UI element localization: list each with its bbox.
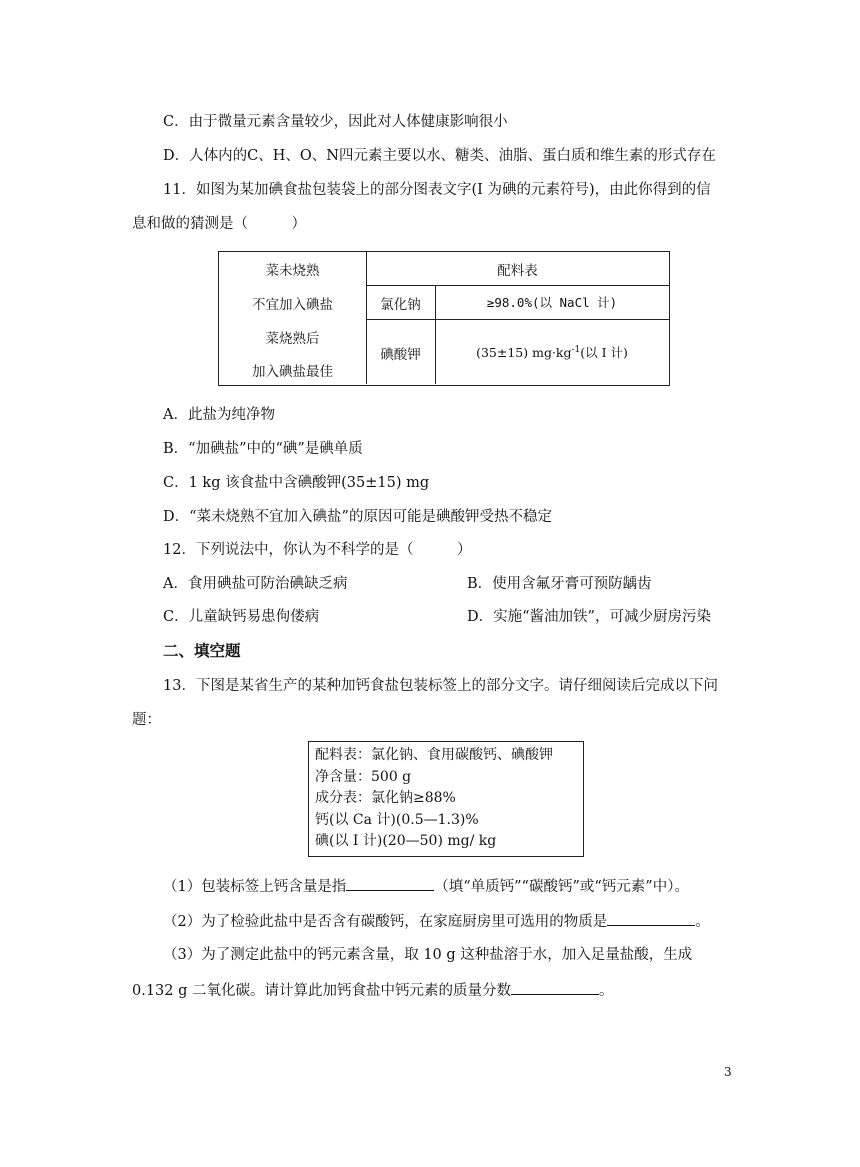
q11-option-a: A．此盐为纯净物 (163, 407, 275, 423)
row2-value-tail: (以 I 计) (580, 345, 628, 360)
q13-part3-after: 。 (599, 983, 614, 999)
table-row1-name: 氯化钠 (380, 297, 421, 313)
label-line-1: 配料表：氯化钠、食用碳酸钙、碘酸钾 (315, 747, 553, 763)
q10-option-d: D．人体内的C、H、O、N四元素主要以水、糖类、油脂、蛋白质和维生素的形式存在 (163, 148, 716, 164)
q11-ingredient-table (218, 251, 670, 386)
q13-part2-after: 。 (695, 914, 710, 930)
label-line-2: 净含量：500 g (315, 768, 412, 785)
q13-salt-label-box (308, 741, 584, 857)
table-left-line-4: 加入碘盐最佳 (252, 364, 333, 380)
row2-value-sup: -1 (571, 344, 581, 355)
q11-option-c: C．1 kg 该食盐中含碘酸钾(35±15) mg (163, 475, 430, 491)
table-left-line-2: 不宜加入碘盐 (252, 297, 333, 313)
q13-part3-line1: （3）为了测定此盐中的钙元素含量，取 10 g 这种盐溶于水，加入足量盐酸，生成 (163, 947, 693, 963)
q10-option-c: C．由于微量元素含量较少，因此对人体健康影响很小 (163, 114, 508, 130)
q13-part1-blank[interactable] (346, 876, 434, 891)
q12-stem: 12．下列说法中，你认为不科学的是（ ） (163, 542, 472, 558)
q13-stem-line1: 13．下图是某省生产的某种加钙食盐包装标签上的部分文字。请仔细阅读后完成以下问 (163, 678, 718, 694)
q11-option-d: D．“菜未烧熟不宜加入碘盐”的原因可能是碘酸钾受热不稳定 (163, 509, 552, 525)
page-number: 3 (724, 1065, 732, 1079)
q11-stem-line2: 息和做的猜测是（ ） (132, 216, 306, 232)
table-row2-name: 碘酸钾 (380, 347, 421, 363)
q13-part3-blank[interactable] (511, 980, 599, 995)
q13-part3-line2 (132, 980, 614, 1001)
label-line-3: 成分表：氯化钠≥88% (315, 790, 456, 806)
q13-part2-before: （2）为了检验此盐中是否含有碳酸钙，在家庭厨房里可选用的物质是 (163, 914, 608, 930)
q11-stem-line1: 11．如图为某加碘食盐包装袋上的部分图表文字(I 为碘的元素符号)，由此你得到的信 (163, 182, 711, 198)
q13-stem-line2: 题： (132, 712, 161, 728)
row2-value-main: (35±15) mg·kg (476, 345, 572, 360)
q13-part1-after: （填“单质钙”“碳酸钙”或“钙元素”中）。 (434, 879, 689, 895)
section-title: 二、填空题 (163, 642, 241, 660)
q12-option-b: B．使用含氟牙膏可预防龋齿 (467, 576, 652, 592)
q12-option-c: C．儿童缺钙易患佝偻病 (163, 609, 320, 625)
q13-part2-blank[interactable] (607, 911, 695, 926)
q13-part3-before: 0.132 g 二氧化碳。请计算此加钙食盐中钙元素的质量分数 (132, 983, 512, 999)
q13-part2 (163, 911, 710, 932)
table-row1-value: ≥98.0%(以 NaCl 计) (486, 295, 618, 310)
table-left-line-3: 菜烧熟后 (265, 331, 320, 347)
q12-option-d: D．实施“酱油加铁”，可减少厨房污染 (467, 609, 711, 625)
table-header: 配料表 (497, 263, 538, 279)
q12-option-a: A．食用碘盐可防治碘缺乏病 (163, 576, 348, 592)
label-line-5: 碘(以 I 计)(20—50) mg/ kg (315, 833, 497, 849)
table-left-line-1: 菜未烧熟 (265, 263, 320, 279)
q13-part1-before: （1）包装标签上钙含量是指 (163, 879, 347, 895)
label-line-4: 钙(以 Ca 计)(0.5—1.3)% (315, 811, 479, 828)
q11-option-b: B．“加碘盐”中的“碘”是碘单质 (163, 441, 363, 457)
table-row2-value (435, 343, 669, 361)
q13-part1 (163, 876, 689, 897)
